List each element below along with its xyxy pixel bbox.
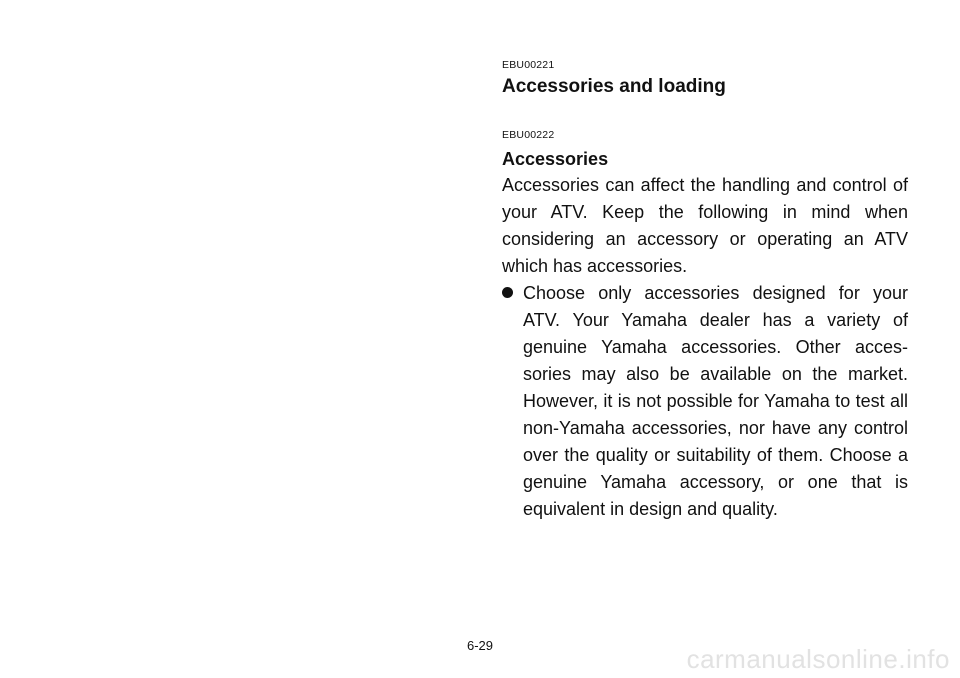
watermark-text: carmanualsonline.info — [686, 644, 950, 674]
section-title: Accessories and loading — [502, 76, 726, 97]
bullet-item — [502, 280, 908, 523]
subsection-title: Accessories — [502, 149, 609, 169]
section-code: EBU00221 — [502, 59, 555, 71]
intro-paragraph: Accessories can affect the handling and control of your ATV. Keep the following in mind when considering an accessory or operating an ATV which has accessories. — [502, 175, 908, 276]
bullet-text: Choose only accessories designed for your ATV. Your Yamaha dealer has a variety of genuine Yamaha accessories. Other acces-sories may also be available on the market. However, it is not possible for Yamaha to test all non-Yamaha accessories, nor have any control over the quality or suitability of them. Choose a genuine Yamaha accessory, or one that is equivalent in design and quality. — [523, 283, 908, 519]
subsection-code: EBU00222 — [502, 129, 555, 141]
content-column — [502, 58, 908, 523]
page-number: 6-29 — [466, 638, 494, 653]
bullet-dot-icon — [502, 287, 513, 298]
